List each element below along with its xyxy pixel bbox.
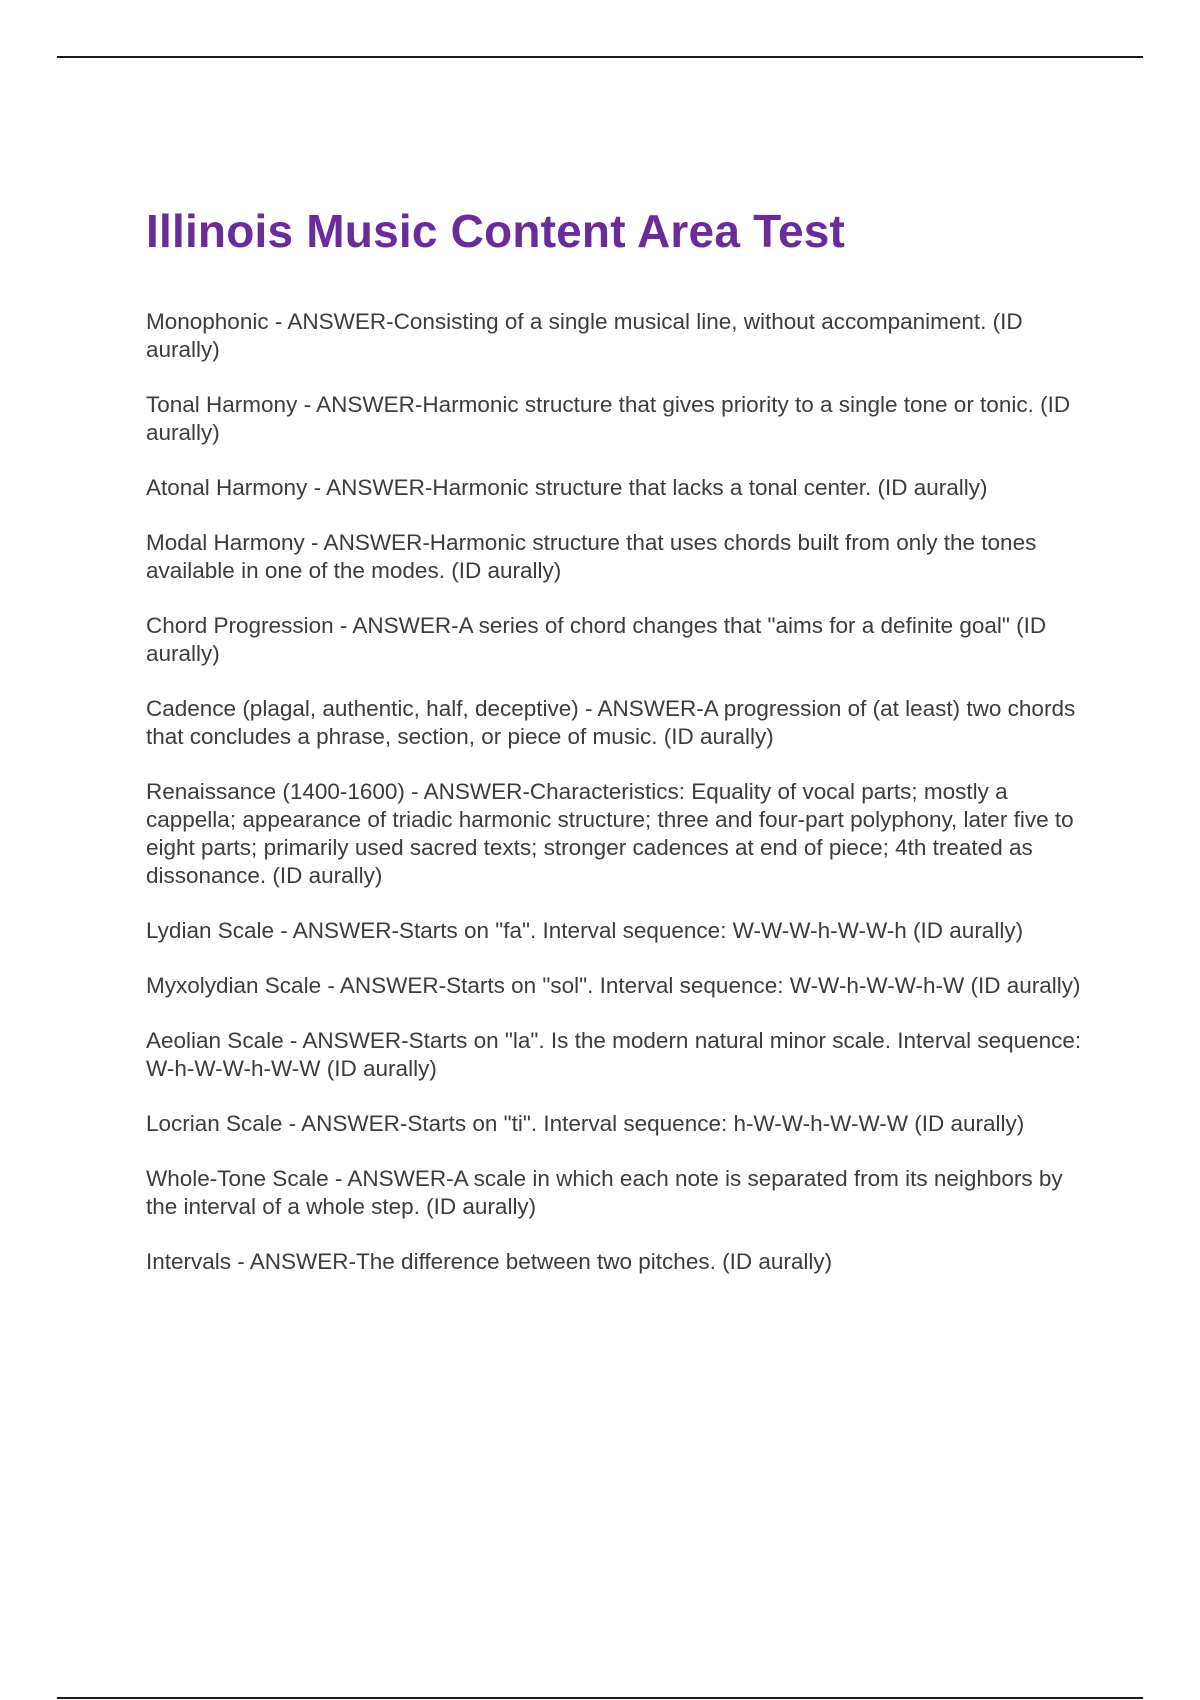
header-rule bbox=[57, 56, 1143, 58]
entry-atonal-harmony: Atonal Harmony - ANSWER-Harmonic structure that lacks a tonal center. (ID aurally) bbox=[146, 475, 988, 500]
entry-modal-harmony: Modal Harmony - ANSWER-Harmonic structure that uses chords built from only the tones available in one of the modes. (ID aurally) bbox=[146, 530, 1037, 583]
entry-renaissance: Renaissance (1400-1600) - ANSWER-Characteristics: Equality of vocal parts; mostly a cappella; appearance of triadic harmonic structure; three and four-part polyphony, later five to eight parts; primarily used sacred texts; stronger cadences at end of piece; 4th treated as dissonance. (ID aurally) bbox=[146, 779, 1074, 888]
entry-tonal-harmony: Tonal Harmony - ANSWER-Harmonic structure that gives priority to a single tone or tonic. (ID aurally) bbox=[146, 392, 1071, 445]
entry-cadence: Cadence (plagal, authentic, half, deceptive) - ANSWER-A progression of (at least) two chords that concludes a phrase, section, or piece of music. (ID aurally) bbox=[146, 696, 1076, 749]
entry-aeolian-scale: Aeolian Scale - ANSWER-Starts on "la". Is the modern natural minor scale. Interval sequence: W-h-W-W-h-W-W (ID aurally) bbox=[146, 1028, 1082, 1081]
entry-myxolydian-scale: Myxolydian Scale - ANSWER-Starts on "sol". Interval sequence: W-W-h-W-W-h-W (ID aurally) bbox=[146, 973, 1081, 998]
entry-locrian-scale: Locrian Scale - ANSWER-Starts on "ti". Interval sequence: h-W-W-h-W-W-W (ID aurally) bbox=[146, 1111, 1025, 1136]
entry-intervals: Intervals - ANSWER-The difference between two pitches. (ID aurally) bbox=[146, 1249, 833, 1274]
entry-monophonic: Monophonic - ANSWER-Consisting of a single musical line, without accompaniment. (ID aurally) bbox=[146, 309, 1023, 362]
entry-lydian-scale: Lydian Scale - ANSWER-Starts on "fa". Interval sequence: W-W-W-h-W-W-h (ID aurally) bbox=[146, 918, 1024, 943]
entry-list bbox=[146, 308, 1086, 1276]
entry-whole-tone-scale: Whole-Tone Scale - ANSWER-A scale in which each note is separated from its neighbors by the interval of a whole step. (ID aurally) bbox=[146, 1166, 1063, 1219]
document-title: Illinois Music Content Area Test bbox=[146, 205, 846, 257]
entry-chord-progression: Chord Progression - ANSWER-A series of chord changes that "aims for a definite goal" (ID aurally) bbox=[146, 613, 1047, 666]
document-body bbox=[146, 198, 1086, 1303]
footer-rule bbox=[57, 1697, 1143, 1699]
